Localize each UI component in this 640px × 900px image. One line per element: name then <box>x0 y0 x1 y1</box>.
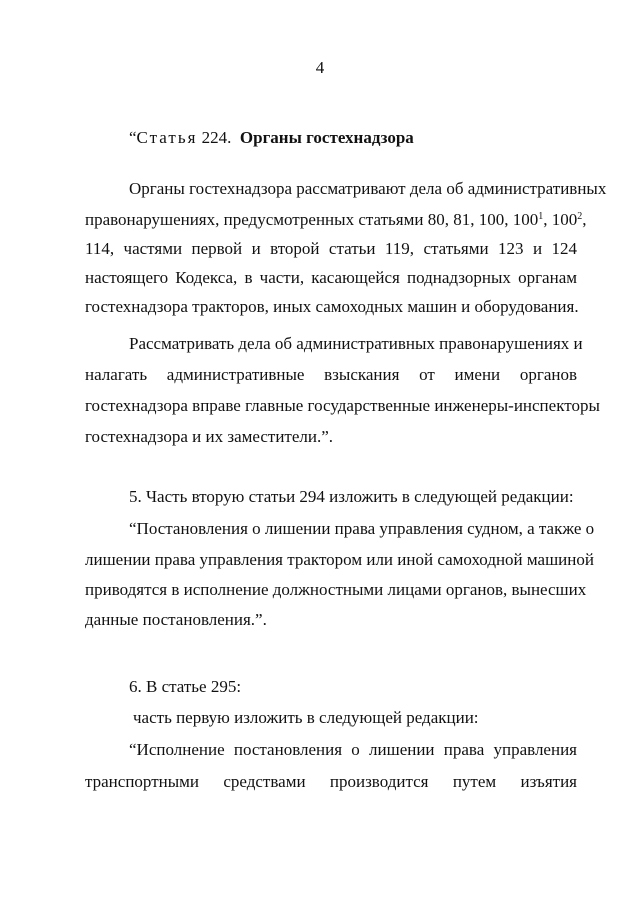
article-word: Статья <box>136 128 198 147</box>
para1-line2-text3: , <box>582 210 587 229</box>
item6-subheading: часть первую изложить в следующей редакции: <box>133 708 479 727</box>
para2-line3: гостехнадзора вправе главные государственные инженеры-инспекторы <box>85 396 600 415</box>
para1-line1: Органы гостехнадзора рассматривают дела об административных <box>129 179 607 198</box>
item6-line2: транспортными средствами производится путем изъятия <box>85 772 577 791</box>
item5-heading: 5. Часть вторую статьи 294 изложить в следующей редакции: <box>129 487 574 506</box>
open-quote: “ <box>129 128 137 147</box>
item6-heading: 6. В статье 295: <box>129 677 242 696</box>
item6-line1: “Исполнение постановления о лишении права управления <box>129 740 577 759</box>
item5-line2: лишении права управления трактором или иной самоходной машиной <box>85 550 594 569</box>
para1-line2-text2: , 100 <box>543 210 578 229</box>
article-heading <box>129 128 414 148</box>
article-title: Органы гостехнадзора <box>239 128 414 147</box>
item5-line4: данные постановления.”. <box>85 610 267 629</box>
superscript-2: 2 <box>577 211 583 222</box>
para1-line5: гостехнадзора тракторов, иных самоходных машин и оборудования. <box>85 297 579 316</box>
page-number: 4 <box>315 58 325 77</box>
article-number: 224. <box>197 128 232 147</box>
superscript-1: 1 <box>538 211 544 222</box>
para1-line4: настоящего Кодекса, в части, касающейся поднадзорных органам <box>85 268 577 287</box>
para1-line2 <box>85 210 586 230</box>
para2-line2: налагать административные взыскания от имени органов <box>85 365 577 384</box>
item5-line3: приводятся в исполнение должностными лицами органов, вынесших <box>85 580 587 599</box>
para2-line1: Рассматривать дела об административных правонарушениях и <box>129 334 583 353</box>
para1-line2-text: правонарушениях, предусмотренных статьями 80, 81, 100, 100 <box>85 210 539 229</box>
para2-line4: гостехнадзора и их заместители.”. <box>85 427 334 446</box>
item5-line1: “Постановления о лишении права управления судном, а также о <box>129 519 595 538</box>
para1-line3: 114, частями первой и второй статьи 119, статьями 123 и 124 <box>85 239 577 258</box>
